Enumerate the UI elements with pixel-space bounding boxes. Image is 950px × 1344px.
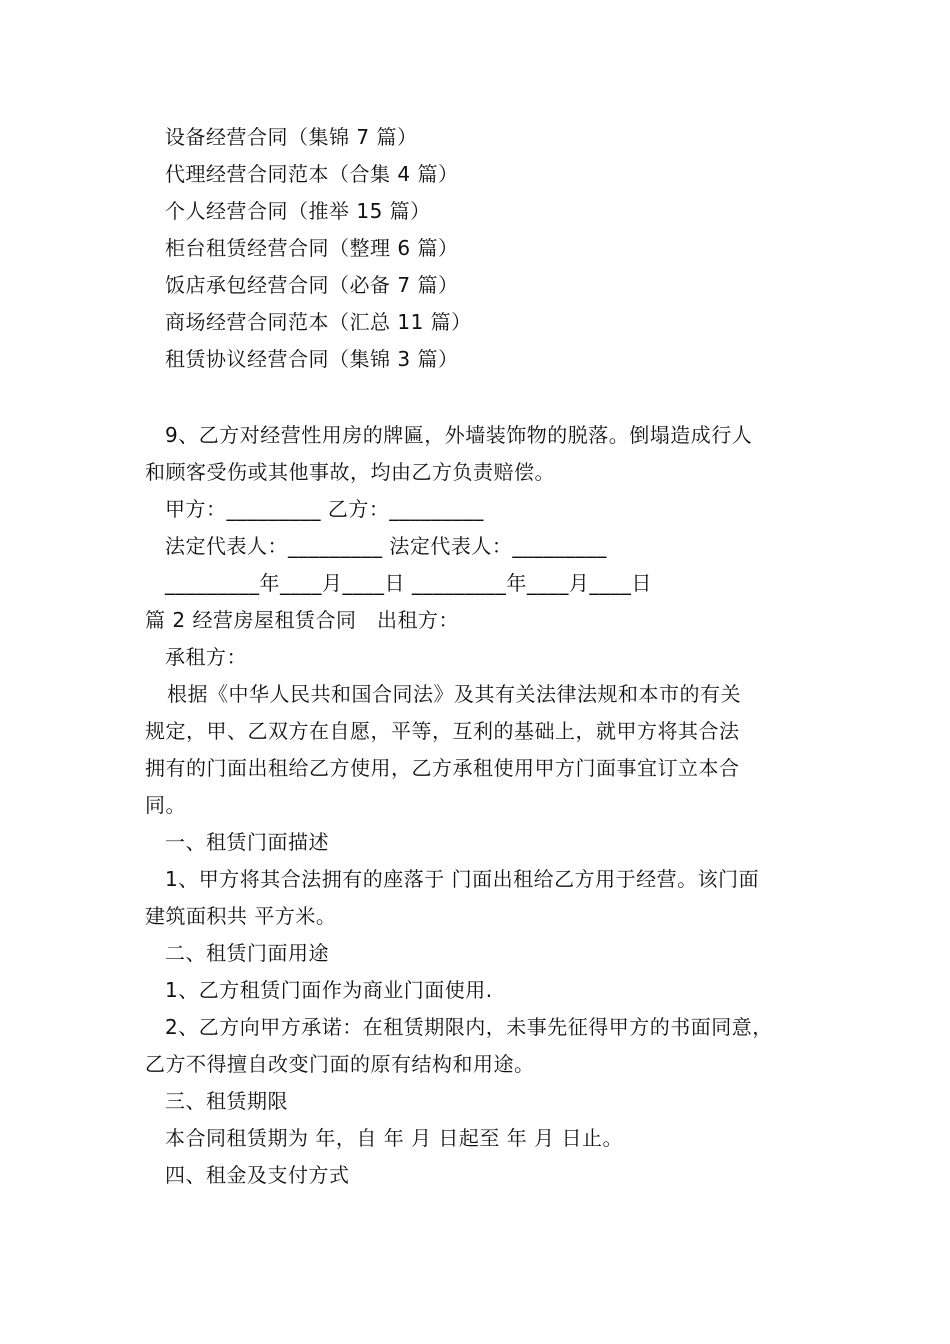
related-list-item: 租赁协议经营合同（集锦 3 篇）: [165, 347, 459, 371]
usage-clause-2-line-2: 乙方不得擅自改变门面的原有结构和用途。: [145, 1052, 535, 1076]
related-list-item: 个人经营合同（推举 15 篇）: [165, 199, 431, 223]
section-heading-4: 四、租金及支付方式: [165, 1163, 350, 1187]
lease-term-line: 本合同租赁期为 年，自 年 月 日起至 年 月 日止。: [165, 1126, 624, 1150]
section-heading-1: 一、租赁门面描述: [165, 830, 329, 854]
preamble-line-2: 规定，甲、乙双方在自愿，平等，互利的基础上，就甲方将其合法: [145, 719, 740, 743]
preamble-line-4: 同。: [145, 793, 186, 817]
related-list-item: 饭店承包经营合同（必备 7 篇）: [165, 273, 459, 297]
clause-1-line-2: 建筑面积共 平方米。: [145, 904, 337, 928]
usage-clause-1: 1、乙方租赁门面作为商业门面使用.: [165, 978, 493, 1002]
usage-clause-2-line-1: 2、乙方向甲方承诺：在租赁期限内，未事先征得甲方的书面同意，: [165, 1015, 773, 1039]
section-heading-2: 二、租赁门面用途: [165, 941, 329, 965]
clause-9-line-1: 9、乙方对经营性用房的牌匾，外墙装饰物的脱落。倒塌造成行人: [165, 423, 753, 447]
clause-9-line-2: 和顾客受伤或其他事故，均由乙方负责赔偿。: [145, 460, 555, 484]
clause-1-line-1: 1、甲方将其合法拥有的座落于 门面出租给乙方用于经营。该门面: [165, 867, 760, 891]
lessee-line: 承租方：: [165, 645, 247, 669]
related-list-item: 代理经营合同范本（合集 4 篇）: [165, 162, 459, 186]
preamble-line-1: 根据《中华人民共和国合同法》及其有关法律法规和本市的有关: [167, 682, 741, 706]
section-heading: 篇 2 经营房屋租赁合同 出租方：: [145, 608, 459, 632]
date-line: _________年____月____日 _________年____月____日: [165, 571, 652, 595]
related-list-item: 商场经营合同范本（汇总 11 篇）: [165, 310, 472, 334]
related-list-item: 设备经营合同（集锦 7 篇）: [165, 125, 418, 149]
party-signature-line: 甲方：_________ 乙方：_________: [165, 497, 484, 521]
legal-representative-line: 法定代表人：_________ 法定代表人：_________: [165, 534, 607, 558]
section-heading-3: 三、租赁期限: [165, 1089, 288, 1113]
related-list-item: 柜台租赁经营合同（整理 6 篇）: [165, 236, 459, 260]
preamble-line-3: 拥有的门面出租给乙方使用，乙方承租使用甲方门面事宜订立本合: [145, 756, 740, 780]
